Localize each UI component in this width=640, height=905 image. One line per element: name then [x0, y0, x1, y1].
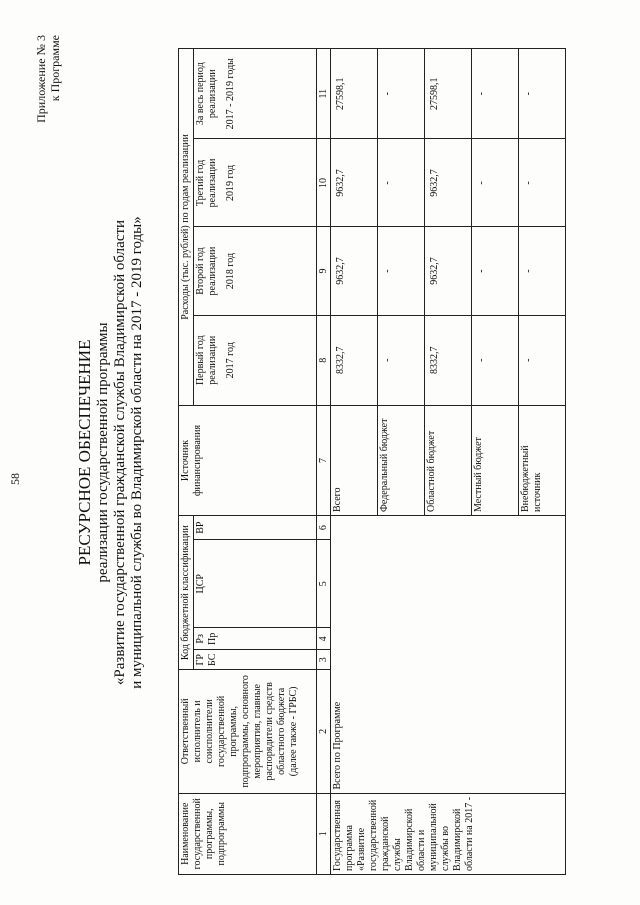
- value-total: -: [378, 49, 425, 139]
- program-name-cell: Государственная программа «Развитие государственной гражданской службы Владимирской области и муниципальной службы во Владимирской области на 2017 -: [331, 793, 566, 874]
- executor-cell: Всего по Программе: [331, 516, 566, 794]
- value-2019: -: [378, 139, 425, 227]
- value-2018: -: [472, 227, 519, 315]
- value-total: 27598,1: [425, 49, 472, 139]
- header-grbs: ГР БС: [194, 650, 317, 670]
- value-total: -: [519, 49, 566, 139]
- header-year-3: [194, 139, 317, 227]
- annex-label: [34, 35, 62, 145]
- value-2017: 8332,7: [425, 315, 472, 405]
- annex-line-2: к Программе: [48, 35, 62, 102]
- source-cell: Федеральный бюджет: [378, 405, 425, 515]
- header-total: [194, 49, 317, 139]
- annex-line-1: Приложение № 3: [34, 35, 48, 123]
- document-title: [75, 0, 146, 905]
- value-2019: 9632,7: [331, 139, 378, 227]
- column-number-row: [317, 49, 331, 875]
- header-year-2-year: 2018 год: [225, 252, 236, 290]
- header-vr: ВР: [194, 516, 317, 540]
- header-year-3-label: Третий год реализации: [195, 158, 218, 208]
- header-program-name: Наименование государственной программы, подпрограммы: [179, 793, 317, 874]
- header-year-3-year: 2019 год: [225, 164, 236, 202]
- title-line-3: «Развитие государственной гражданской службы Владимирской области: [112, 219, 128, 686]
- column-number: 9: [317, 227, 331, 315]
- value-2018: 9632,7: [425, 227, 472, 315]
- value-total: -: [472, 49, 519, 139]
- header-year-1-label: Первый год реализации: [195, 335, 218, 386]
- header-total-years: 2017 - 2019 годы: [225, 58, 236, 130]
- value-2019: -: [472, 139, 519, 227]
- header-year-2-label: Второй год реализации: [195, 246, 218, 296]
- header-budget-code: Код бюджетной классификации: [179, 516, 194, 670]
- header-year-1-year: 2017 год: [225, 342, 236, 379]
- source-cell: Всего: [331, 405, 378, 515]
- column-number: 1: [317, 793, 331, 874]
- header-year-1: [194, 315, 317, 405]
- header-csr: ЦСР: [194, 540, 317, 628]
- header-total-label: За весь период реализации: [195, 62, 218, 126]
- page-number: 58: [8, 473, 22, 485]
- header-year-2: [194, 227, 317, 315]
- resource-table: [178, 48, 566, 875]
- header-rzpr: Рз Пр: [194, 628, 317, 650]
- value-2017: -: [519, 315, 566, 405]
- header-executor: Ответственный исполнитель и соисполнители государственной программы, подпрограммы, основного мероприятия, главные распорядители средств областного бюджета (далее также - ГРБС): [179, 670, 317, 793]
- value-2017: 8332,7: [331, 315, 378, 405]
- column-number: 10: [317, 139, 331, 227]
- title-line-4: и муниципальной службы во Владимирской области на 2017 - 2019 годы»: [129, 216, 145, 689]
- column-number: 8: [317, 315, 331, 405]
- title-line-1: РЕСУРСНОЕ ОБЕСПЕЧЕНИЕ: [75, 339, 94, 566]
- column-number: 4: [317, 628, 331, 650]
- column-number: 6: [317, 516, 331, 540]
- header-source: Источник финансирования: [179, 405, 317, 515]
- title-line-2: реализации государственной программы: [95, 322, 111, 583]
- value-2018: -: [378, 227, 425, 315]
- table-row: [331, 49, 378, 875]
- source-cell: Местный бюджет: [472, 405, 519, 515]
- header-row-1: [179, 49, 194, 875]
- column-number: 5: [317, 540, 331, 628]
- value-2018: -: [519, 227, 566, 315]
- column-number: 3: [317, 650, 331, 670]
- column-number: 7: [317, 405, 331, 515]
- value-2017: -: [378, 315, 425, 405]
- source-cell: Областной бюджет: [425, 405, 472, 515]
- value-2017: -: [472, 315, 519, 405]
- header-expenses: Расходы (тыс. рублей) по годам реализации: [179, 49, 194, 406]
- column-number: 2: [317, 670, 331, 793]
- source-cell: Внебюджетный источник: [519, 405, 566, 515]
- value-2018: 9632,7: [331, 227, 378, 315]
- value-2019: 9632,7: [425, 139, 472, 227]
- value-total: 27598,1: [331, 49, 378, 139]
- column-number: 11: [317, 49, 331, 139]
- value-2019: -: [519, 139, 566, 227]
